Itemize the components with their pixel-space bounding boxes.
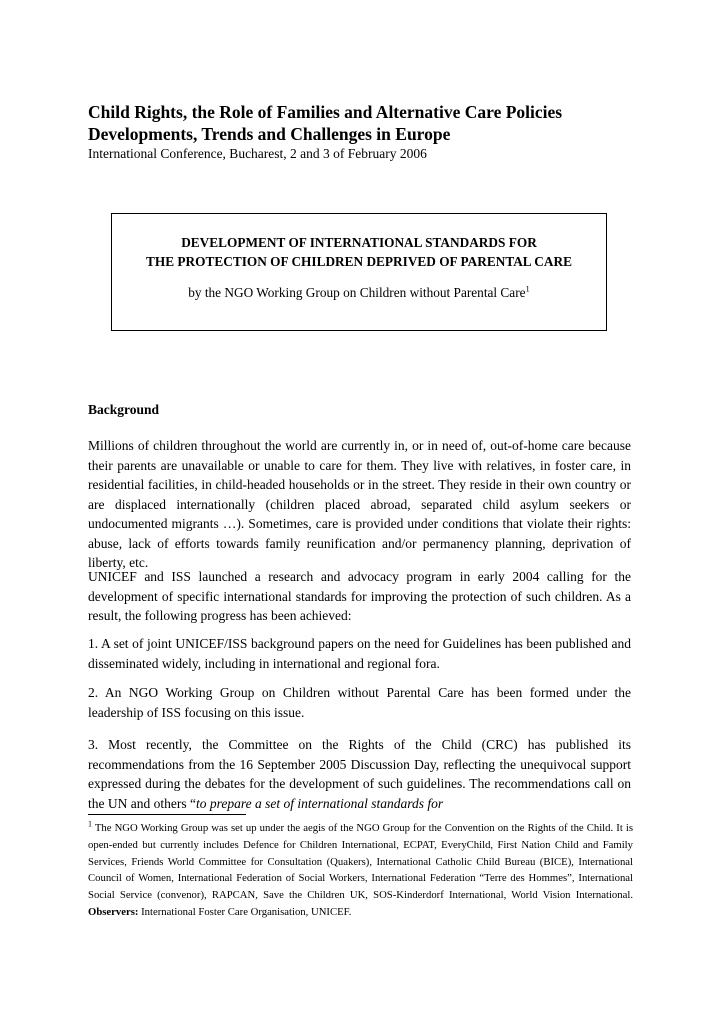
footnote-mark: 1 [88, 819, 92, 829]
paragraph-2 [88, 567, 631, 626]
author-byline [112, 284, 606, 302]
paragraph-1-text: Millions of children throughout the world are currently in, or in need of, out-of-home care because their parents are unavailable or unable to care for them. They live with relatives, in foster care, in residential facilities, in child-headed households or in the street. They reside in their own country or are displaced internationally (children placed abroad, separated child asylum seekers or undocumented migrants …). Sometimes, care is provided under conditions that violate their rights: abuse, lack of efforts towards family reunification and/or permanency planning, deprivation of liberty, etc. [88, 438, 631, 570]
title-line-2: Developments, Trends and Challenges in Europe [88, 124, 451, 144]
paper-title-line-2: THE PROTECTION OF CHILDREN DEPRIVED OF PARENTAL CARE [146, 254, 572, 269]
footnote-separator [88, 814, 246, 815]
paper-title-line-1: DEVELOPMENT OF INTERNATIONAL STANDARDS FOR [181, 235, 537, 250]
paragraph-3-text: 1. A set of joint UNICEF/ISS background papers on the need for Guidelines has been published and disseminated widely, including in international and regional fora. [88, 636, 631, 671]
document-header [88, 101, 648, 163]
observers-label: Observers: [88, 905, 139, 918]
footnote-text: The NGO Working Group was set up under the aegis of the NGO Group for the Convention on the Rights of the Child. It is open-ended but currently includes Defence for Children International, ECPAT, EveryChild, First Nation Child and Family Services, Friends World Committee for Consultation (Quakers), International Catholic Child Bureau (BICE), International Council of Women, International Federation of Social Workers, International Federation “Terre des Hommes”, International Social Service (convenor), RAPCAN, Save the Children UK, SOS-Kinderdorf International, World Vision International. [88, 822, 633, 902]
paragraph-5 [88, 735, 631, 813]
footnote-ref: 1 [525, 283, 530, 294]
paragraph-3 [88, 634, 631, 673]
paragraph-4-text: 2. An NGO Working Group on Children without Parental Care has been formed under the leadership of ISS focusing on this issue. [88, 685, 631, 720]
paragraph-4 [88, 683, 631, 722]
conference-subtitle: International Conference, Bucharest, 2 and 3 of February 2006 [88, 146, 427, 161]
byline-text: by the NGO Working Group on Children without Parental Care [188, 285, 526, 300]
paragraph-2-text: UNICEF and ISS launched a research and advocacy program in early 2004 calling for the development of specific international standards for improving the protection of such children. As a result, the following progress has been achieved: [88, 569, 631, 623]
paper-title [112, 233, 606, 271]
paragraph-5-text [88, 735, 631, 813]
footnote-1 [88, 820, 633, 921]
section-heading: Background [88, 402, 160, 417]
paragraph-5-italic: to prepare a set of international standards for [195, 795, 444, 811]
paragraph-5-start: 3. Most recently, the Committee on the Rights of the Child (CRC) has published its recommendations from the 16 September 2005 Discussion Day, reflecting the unequivocal support expressed during the debates for the development of such guidelines. The recommendations call on the UN and others “ [88, 737, 631, 811]
observers-text: International Foster Care Organisation, UNICEF. [138, 905, 352, 918]
paragraph-1 [88, 436, 631, 573]
title-line-1: Child Rights, the Role of Families and Alternative Care Policies [88, 102, 563, 122]
paper-title-box [111, 213, 607, 331]
